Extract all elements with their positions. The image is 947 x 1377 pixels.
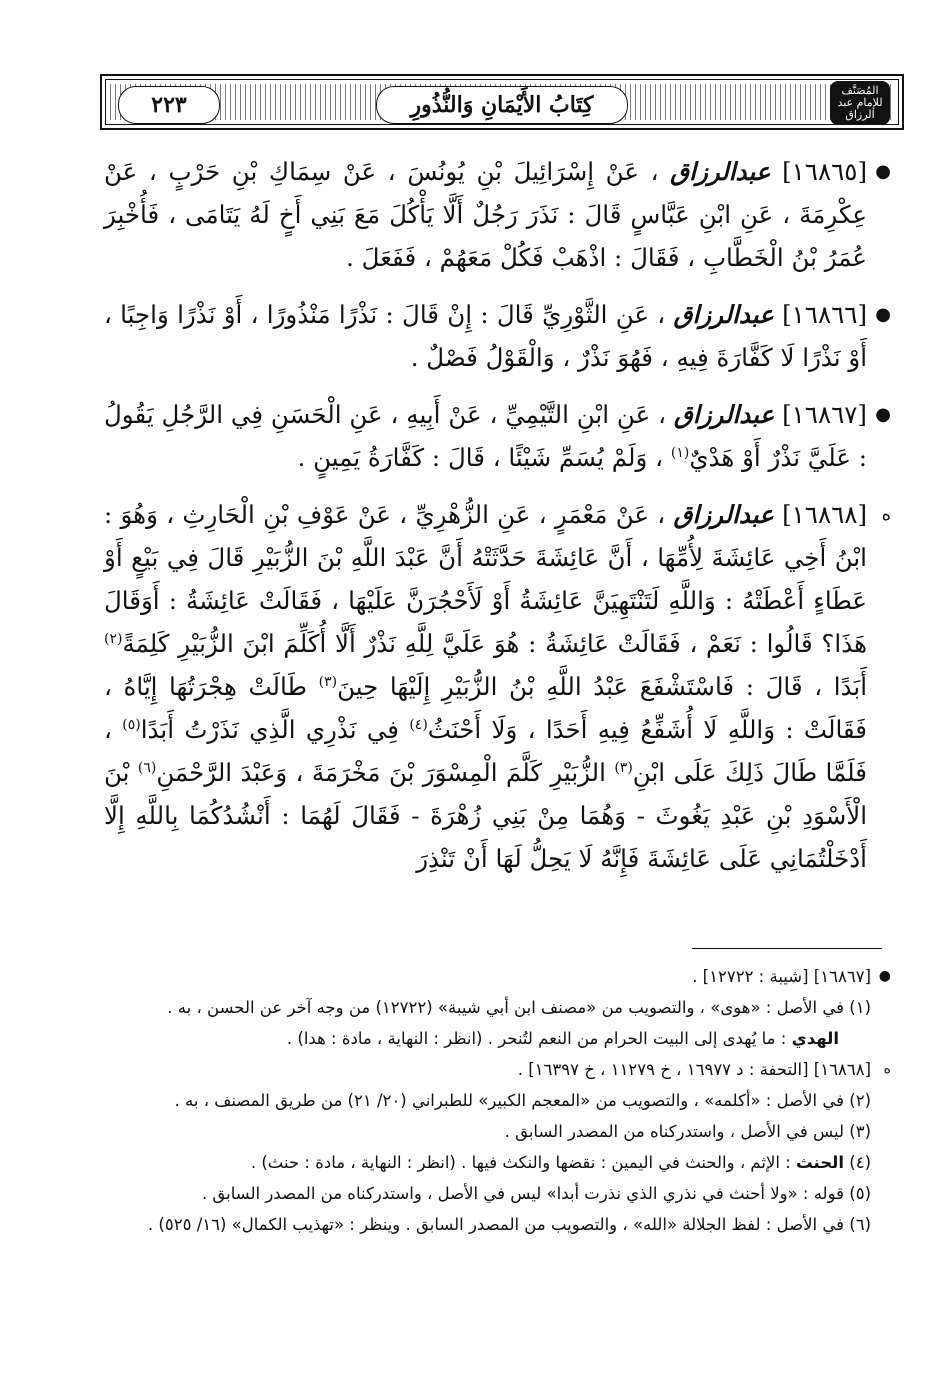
footnote <box>104 1210 891 1239</box>
note-text: : ما يُهدى إلى البيت الحرام من النعم لتُنحر . (انظر : النهاية ، مادة : هدا) . <box>286 1029 787 1048</box>
note-text: [١٦٨٦٨] [التحفة : د ١٦٩٧٧ ، خ ١١٢٧٩ ، خ ١٦٣٩٧] . <box>517 1060 871 1079</box>
hadith-entry <box>104 493 891 880</box>
footnote-gloss <box>104 1024 891 1053</box>
entry-text: ، عَنِ ابْنِ التَّيْمِيِّ ، عَنْ أَبِيهِ ، عَنِ الْحَسَنِ فِي الرَّجُلِ يَقُولُ : عَلَيَّ نَذْرٌ أَوْ هَدْيٌ <box>104 400 867 472</box>
entry-number: [١٦٨٦٧] <box>782 400 867 429</box>
note-text: (٦) في الأصل : لفظ الجلالة «الله» ، والتصويب من المصدر السابق . وينظر : «تهذيب الكمال» (١٦/ ٥٢٥) . <box>147 1215 871 1234</box>
entry-text: ، عَنِ الثَّوْرِيِّ قَالَ : إِنْ قَالَ : نَذْرًا مَنْذُورًا ، أَوْ نَذْرًا وَاجِبًا ، أَوْ نَذْرًا لَا كَفَّارَةَ فِيهِ ، فَهُوَ نَذْرٌ ، وَالْقَوْلُ فَصْلٌ . <box>104 300 867 372</box>
chapter-title: كِتَابُ الأَيْمَانِ وَالنُّذُورِ <box>410 92 594 118</box>
entry-text: ، وَلَمْ يُسَمِّ شَيْئًا ، قَالَ : كَفَّارَةُ يَمِينٍ . <box>297 443 664 472</box>
footnote-marker[interactable]: (٣) <box>318 673 338 690</box>
gloss-term: الحنث <box>796 1153 844 1172</box>
footnote-divider <box>692 948 882 949</box>
entry-author: عبدالرزاق <box>670 157 771 186</box>
note-text: [١٦٨٦٧] [شيبة : ١٢٧٢٢] . <box>692 967 871 986</box>
entry-bullet: ● <box>875 161 891 182</box>
footnote-marker[interactable]: (٢) <box>104 630 123 647</box>
footnote <box>104 1117 891 1146</box>
entry-author: عبدالرزاق <box>673 300 774 329</box>
entry-text: فِي نَذْرِي الَّذِي نَذَرْتُ أَبَدًا <box>140 715 399 744</box>
note-text: (٣) ليس في الأصل ، واستدركناه من المصدر السابق . <box>504 1122 871 1141</box>
footnote-marker[interactable]: (٥) <box>122 716 141 733</box>
main-text <box>104 150 891 894</box>
note-text: : الإثم ، والحنث في اليمين : نقضها والنكث فيها . (انظر : النهاية ، مادة : حنث) . <box>250 1153 791 1172</box>
page-number-box <box>118 86 220 124</box>
hadith-entry <box>104 393 891 479</box>
entry-text: طَالَتْ هِجْرَتُهَا إِيَّاهُ ، فَقَالَتْ : وَاللَّهِ لَا أُشَفِّعُ فِيهِ أَحَدًا ، وَلَا أَحْنَثُ <box>104 672 868 744</box>
footnote <box>104 993 891 1022</box>
book-seal-logo: المُصَنَّف للإمام عبد الرزاق <box>830 81 890 125</box>
entry-number: [١٦٨٦٦] <box>782 300 867 329</box>
entry-text: ، عَنْ إِسْرَائِيلَ بْنِ يُونُسَ ، عَنْ سِمَاكِ بْنِ حَرْبٍ ، عَنْ عِكْرِمَةَ ، عَنِ ابْنِ عَبَّاسٍ قَالَ : نَذَرَ رَجُلٌ أَلَّا يَأْكُلَ مَعَ بَنِي أَخٍ لَهُ يَتَامَى ، فَأُخْبِرَ عُمَرُ بْنُ الْخَطَّابِ ، فَقَالَ : اذْهَبْ فَكُلْ مَعَهُمْ ، فَفَعَلَ . <box>104 157 867 272</box>
note-bullet: ه <box>883 1061 891 1077</box>
entry-number: [١٦٨٦٨] <box>782 500 867 529</box>
entry-author: عبدالرزاق <box>673 400 775 429</box>
page-number: ٢٢٣ <box>151 92 187 118</box>
entry-text: أَبَدًا ، قَالَ : فَاسْتَشْفَعَ عَبْدُ اللَّهِ بْنُ الزُّبَيْرِ إِلَيْهَا حِينَ <box>337 672 868 701</box>
entry-text: ، عَنْ مَعْمَرٍ ، عَنِ الزُّهْرِيِّ ، عَنْ عَوْفِ بْنِ الْحَارِثِ ، وَهُوَ : ابْنُ أَخِي عَائِشَةَ لِأُمِّهَا ، أَنَّ عَائِشَةَ حَدَّثَتْهُ أَنَّ عَبْدَ اللَّهِ بْنَ الزُّبَيْرِ قَالَ فِي بَيْعٍ أَوْ عَطَاءٍ أَعْطَتْهُ : وَاللَّهِ لَتَنْتَهِيَنَّ عَائِشَةُ أَوْ لَأَحْجُرَنَّ عَلَيْهَا ، فَقَالَتْ عَائِشَةُ : أَوَقَالَ هَذَا؟ قَالُوا : نَعَمْ ، فَقَالَتْ عَائِشَةُ : هُوَ عَلَيَّ لِلَّهِ نَذْرٌ أَلَّا أُكَلِّمَ ابْنَ الزُّبَيْرِ كَلِمَةً <box>104 500 867 658</box>
hadith-entry <box>104 293 891 379</box>
footnote <box>104 1086 891 1115</box>
note-text: (١) في الأصل : «هوى» ، والتصويب من «مصنف ابن أبي شيبة» (١٢٧٢٢) من وجه آخر عن الحسن ، به . <box>167 998 871 1017</box>
entry-text: بْنَ الْأَسْوَدِ بْنِ عَبْدِ يَغُوثَ - وَهُمَا مِنْ بَنِي زُهْرَةَ - فَقَالَ لَهُمَا : أَنْشُدُكُمَا بِاللَّهِ إِلَّا أَدْخَلْتُمَانِي عَلَى عَائِشَةَ فَإِنَّهُ لَا يَحِلُّ لَهَا أَنْ تَنْذِرَ <box>104 758 867 873</box>
entry-text: الزُّبَيْرِ كَلَّمَ الْمِسْوَرَ بْنَ مَخْرَمَةَ ، وَعَبْدَ الرَّحْمَنِ <box>156 758 606 787</box>
entry-number: [١٦٨٦٥] <box>782 157 867 186</box>
note-text: (٢) في الأصل : «أكلمه» ، والتصويب من «المعجم الكبير» للطبراني (٢٠/ ٢١) من طريق المصنف ، به . <box>174 1091 871 1110</box>
footnote-marker[interactable]: (١) <box>670 444 690 461</box>
footnote-marker[interactable]: (٦) <box>137 759 157 776</box>
page-header <box>100 74 904 130</box>
entry-author: عبدالرزاق <box>673 500 774 529</box>
entry-bullet: ● <box>875 304 891 325</box>
gloss-term: الهدي <box>791 1029 839 1048</box>
hadith-entry <box>104 150 891 279</box>
note-number: (٤) <box>849 1153 871 1172</box>
entry-bullet: ه <box>881 504 891 525</box>
entry-text: ، فَلَمَّا طَالَ ذَلِكَ عَلَى ابْنِ <box>104 715 867 787</box>
footnote-source <box>104 1055 891 1084</box>
entry-bullet: ● <box>875 404 891 425</box>
footnote-marker[interactable]: (٣) <box>614 759 633 776</box>
note-text: (٥) قوله : «ولا أحنث في نذري الذي نذرت أبدا» ليس في الأصل ، واستدركناه من المصدر السابق . <box>201 1184 871 1203</box>
footnotes <box>104 962 891 1241</box>
chapter-title-box <box>376 86 628 124</box>
footnote-gloss <box>104 1148 891 1177</box>
note-bullet: ● <box>878 968 891 984</box>
footnote-marker[interactable]: (٤) <box>409 716 428 733</box>
footnote-source <box>104 962 891 991</box>
footnote <box>104 1179 891 1208</box>
